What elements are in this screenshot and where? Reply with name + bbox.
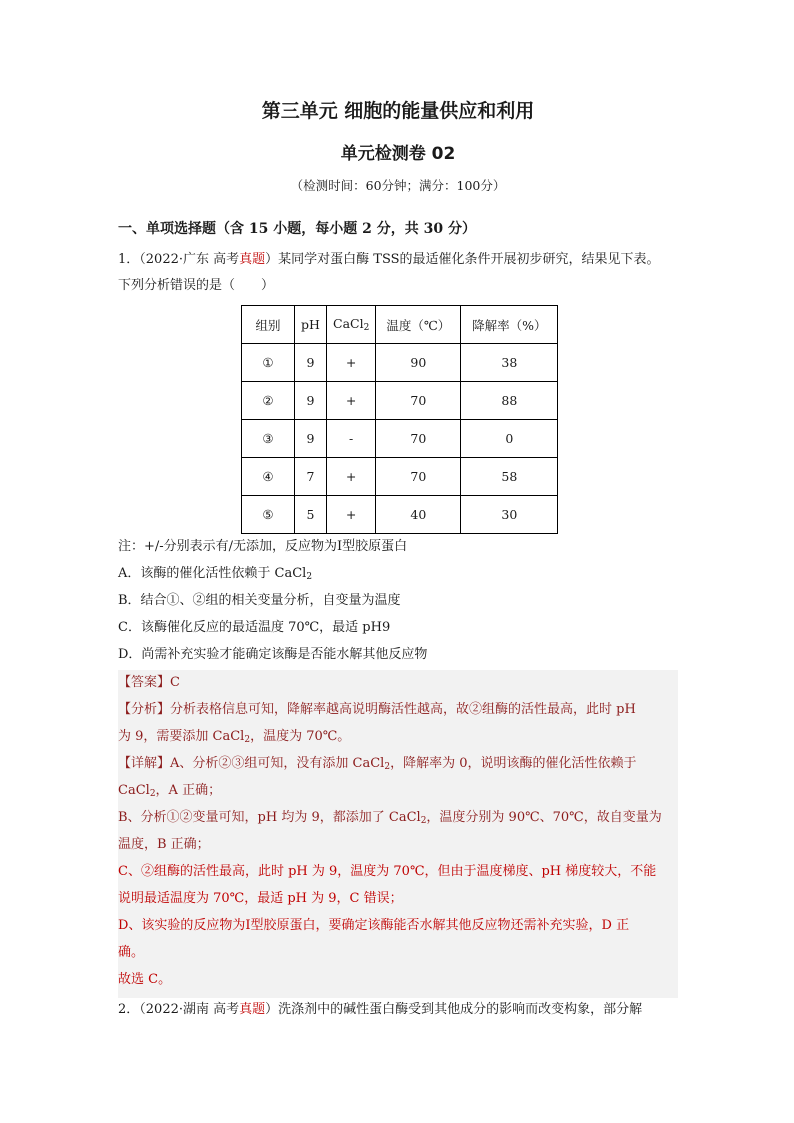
table-note: 注：+/-分别表示有/无添加，反应物为Ⅰ型胶原蛋白 (118, 539, 408, 554)
choose-line: 故选 C。 (118, 972, 172, 987)
detail-a-line1: 【详解】A、分析②③组可知，没有添加 CaCl$_2$，降解率为 0，说明该酶的催化活性依赖于 (118, 756, 637, 772)
header-cell: 降解率（%） (461, 306, 558, 344)
q2-stem-line1: 2．（2022·湖南 高考真题）洗涤剂中的碱性蛋白酶受到其他成分的影响而改变构象，部分解 (118, 1002, 643, 1017)
header-cell: pH (295, 306, 327, 344)
header-cell: 组别 (242, 306, 295, 344)
detail-a-line2: CaCl$_2$，A 正确； (118, 783, 222, 799)
table-row: ④ 7 + 70 58 (242, 458, 558, 496)
option-c: C．该酶催化反应的最适温度 70℃，最适 pH9 (118, 620, 391, 635)
detail-d-line1: D、该实验的反应物为Ⅰ型胶原蛋白，要确定该酶能否水解其他反应物还需补充实验，D 正 (118, 918, 630, 933)
header-cell: CaCl$_2$ (327, 306, 376, 344)
detail-b-line2: 温度，B 正确； (118, 837, 210, 852)
table-row: ① 9 + 90 38 (242, 344, 558, 382)
option-d: D．尚需补充实验才能确定该酶是否能水解其他反应物 (118, 647, 428, 662)
analysis-line2: 为 9，需要添加 CaCl$_2$，温度为 70℃。 (118, 729, 351, 745)
table-row: ③ 9 - 70 0 (242, 420, 558, 458)
table-header-row (242, 306, 558, 344)
analysis-line1: 【分析】分析表格信息可知，降解率越高说明酶活性越高，故②组酶的活性最高，此时 pH (118, 702, 636, 717)
detail-d-line2: 确。 (118, 945, 145, 960)
q1-stem-line2: 下列分析错误的是（ ） (118, 278, 275, 293)
page-subtitle: 单元检测卷 02 (340, 144, 456, 164)
detail-c-line1: C、②组酶的活性最高，此时 pH 为 9，温度为 70℃，但由于温度梯度、pH 梯度较大，不能 (118, 864, 657, 879)
section-title: 一、单项选择题（含 15 小题，每小题 2 分，共 30 分） (118, 221, 476, 237)
q1-tag: 真题 (239, 252, 266, 267)
table-row: ⑤ 5 + 40 30 (242, 496, 558, 534)
q1-stem-line1: 1．（2022·广东 高考真题）某同学对蛋白酶 TSS的最适催化条件开展初步研究，结果见下表。 (118, 252, 660, 267)
exam-info: （检测时间：60分钟；满分：100分） (290, 178, 506, 193)
table-row: ② 9 + 70 88 (242, 382, 558, 420)
option-b: B．结合①、②组的相关变量分析，自变量为温度 (118, 593, 401, 608)
detail-b-line1: B、分析①②变量可知，pH 均为 9，都添加了 CaCl$_2$，温度分别为 90℃、70℃，故自变量为 (118, 810, 662, 826)
header-cell: 温度（℃） (376, 306, 461, 344)
q2-tag: 真题 (239, 1002, 266, 1017)
detail-c-line2: 说明最适温度为 70℃，最适 pH 为 9，C 错误； (118, 891, 403, 906)
results-table (241, 305, 558, 534)
answer-line: 【答案】C (118, 675, 180, 690)
option-a: A．该酶的催化活性依赖于 CaCl$_2$ (118, 566, 313, 582)
page-title: 第三单元 细胞的能量供应和利用 (261, 100, 535, 122)
